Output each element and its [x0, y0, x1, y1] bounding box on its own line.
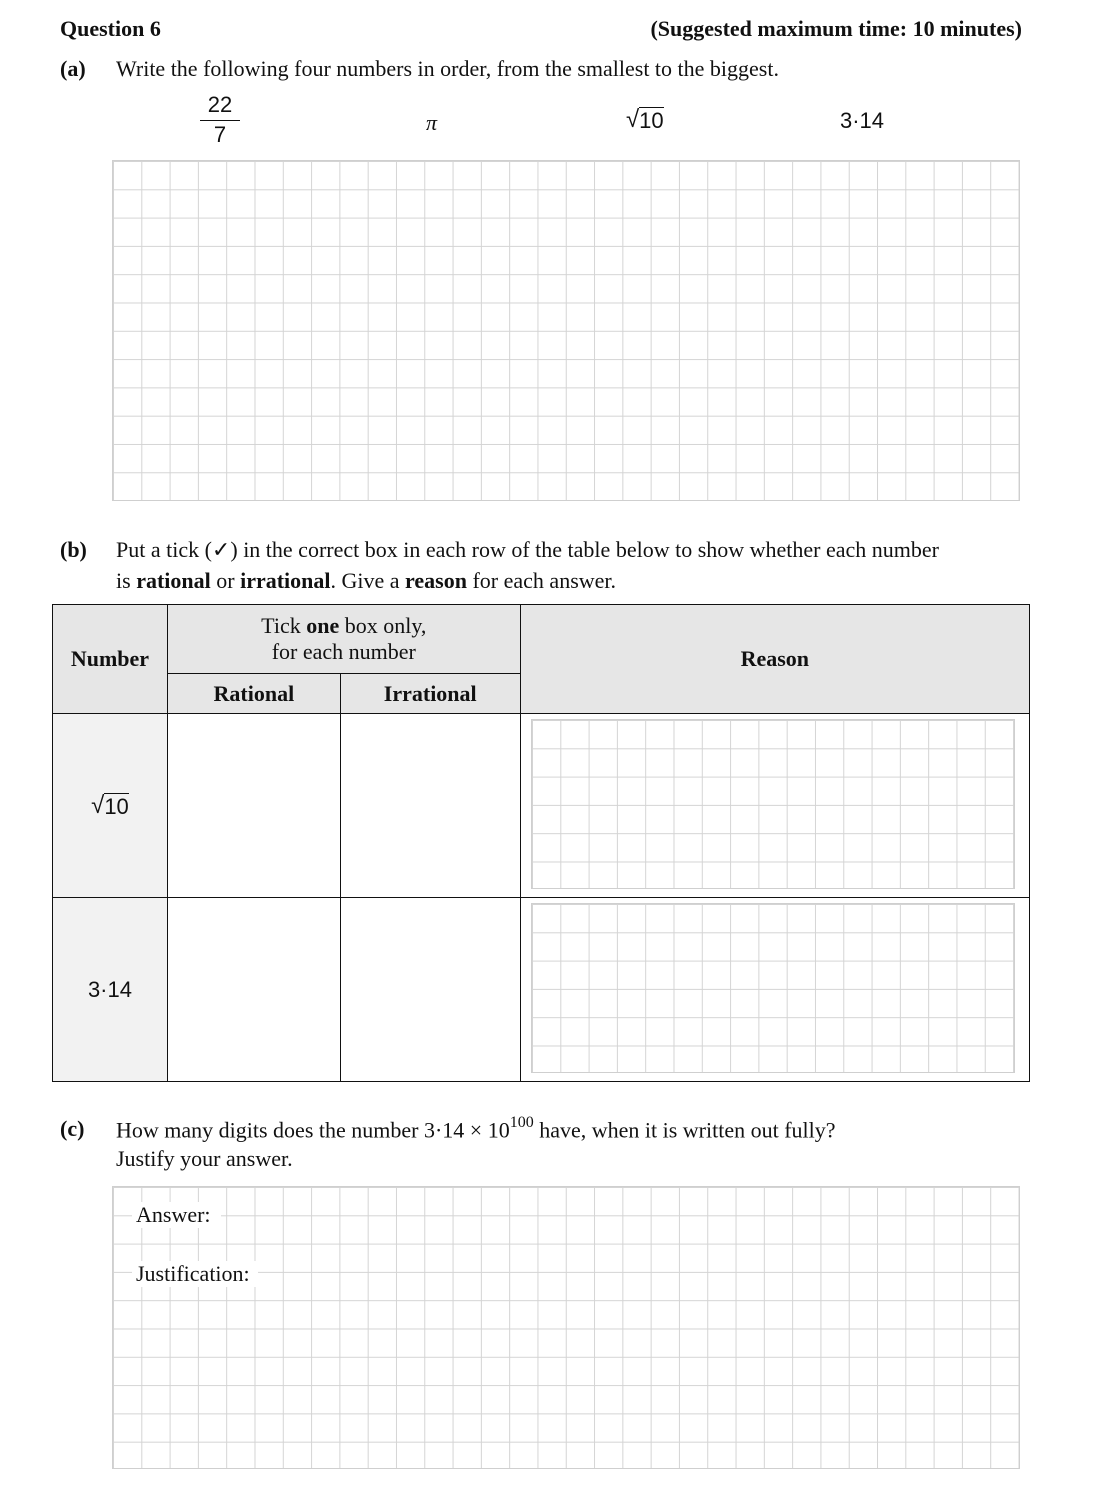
row-sqrt10-rational-box[interactable]	[167, 714, 340, 898]
tick-text-post: box only,	[339, 613, 427, 638]
radical-sign: √	[91, 791, 105, 819]
part-a-instruction: Write the following four numbers in order, from the smallest to the biggest.	[116, 56, 779, 81]
part-b-label: (b)	[60, 537, 87, 562]
header-irrational: Irrational	[340, 674, 520, 714]
row-3-14-reason[interactable]	[520, 898, 1029, 1082]
fraction-denominator: 7	[213, 122, 227, 147]
part-c-question	[116, 1116, 836, 1143]
row-3-14-number: 3·14	[53, 898, 168, 1082]
header-number: Number	[53, 605, 168, 714]
fraction-22-over-7	[200, 92, 240, 147]
radicand: 10	[104, 793, 129, 819]
tick-text-pre: Tick	[261, 613, 307, 638]
text-is: is	[116, 568, 137, 593]
question-title: Question 6	[60, 16, 161, 41]
answer-grid-c[interactable]	[112, 1186, 1020, 1469]
part-c-line2: Justify your answer.	[116, 1146, 293, 1171]
question-text-pre: How many digits does the number 3·14 × 10	[116, 1117, 510, 1143]
text-reason: reason	[405, 568, 467, 593]
row-sqrt10-reason[interactable]	[520, 714, 1029, 898]
decimal-3-14: 3·14	[840, 108, 885, 133]
row-sqrt10-number	[53, 714, 168, 898]
part-b-line2	[116, 568, 616, 594]
radical-sign: √	[626, 106, 640, 133]
part-b-line1: Put a tick (✓) in the correct box in each row of the table below to show whether each number	[116, 537, 939, 562]
part-c-label: (c)	[60, 1116, 85, 1141]
tick-text-one: one	[306, 613, 340, 638]
text-irrational: irrational	[240, 568, 331, 593]
answer-label: Answer:	[132, 1202, 221, 1228]
fraction-numerator: 22	[200, 92, 240, 121]
tick-text-line2: for each number	[271, 639, 416, 664]
reason-grid-1[interactable]	[531, 719, 1015, 889]
header-rational: Rational	[167, 674, 340, 714]
rational-table	[52, 604, 1030, 1082]
answer-grid-a[interactable]	[112, 160, 1020, 501]
text-or: or	[210, 568, 241, 593]
part-a-label: (a)	[60, 56, 86, 81]
text-give-a: . Give a	[330, 568, 406, 593]
pi-symbol: π	[426, 110, 438, 135]
sqrt-10-table	[91, 793, 129, 819]
row-sqrt10-irrational-box[interactable]	[340, 714, 520, 898]
time-suggestion: (Suggested maximum time: 10 minutes)	[650, 16, 1022, 41]
text-rational: rational	[136, 568, 211, 593]
row-3-14-rational-box[interactable]	[167, 898, 340, 1082]
justification-label: Justification:	[132, 1261, 258, 1287]
text-for-each-answer: for each answer.	[466, 568, 617, 593]
radicand: 10	[639, 108, 664, 133]
reason-grid-2[interactable]	[531, 903, 1015, 1073]
sqrt-10	[626, 107, 664, 133]
header-reason: Reason	[520, 605, 1029, 714]
question-text-post: have, when it is written out fully?	[533, 1117, 836, 1143]
header-tick-instruction	[167, 605, 520, 674]
row-3-14-irrational-box[interactable]	[340, 898, 520, 1082]
exponent-100: 100	[509, 1114, 534, 1131]
